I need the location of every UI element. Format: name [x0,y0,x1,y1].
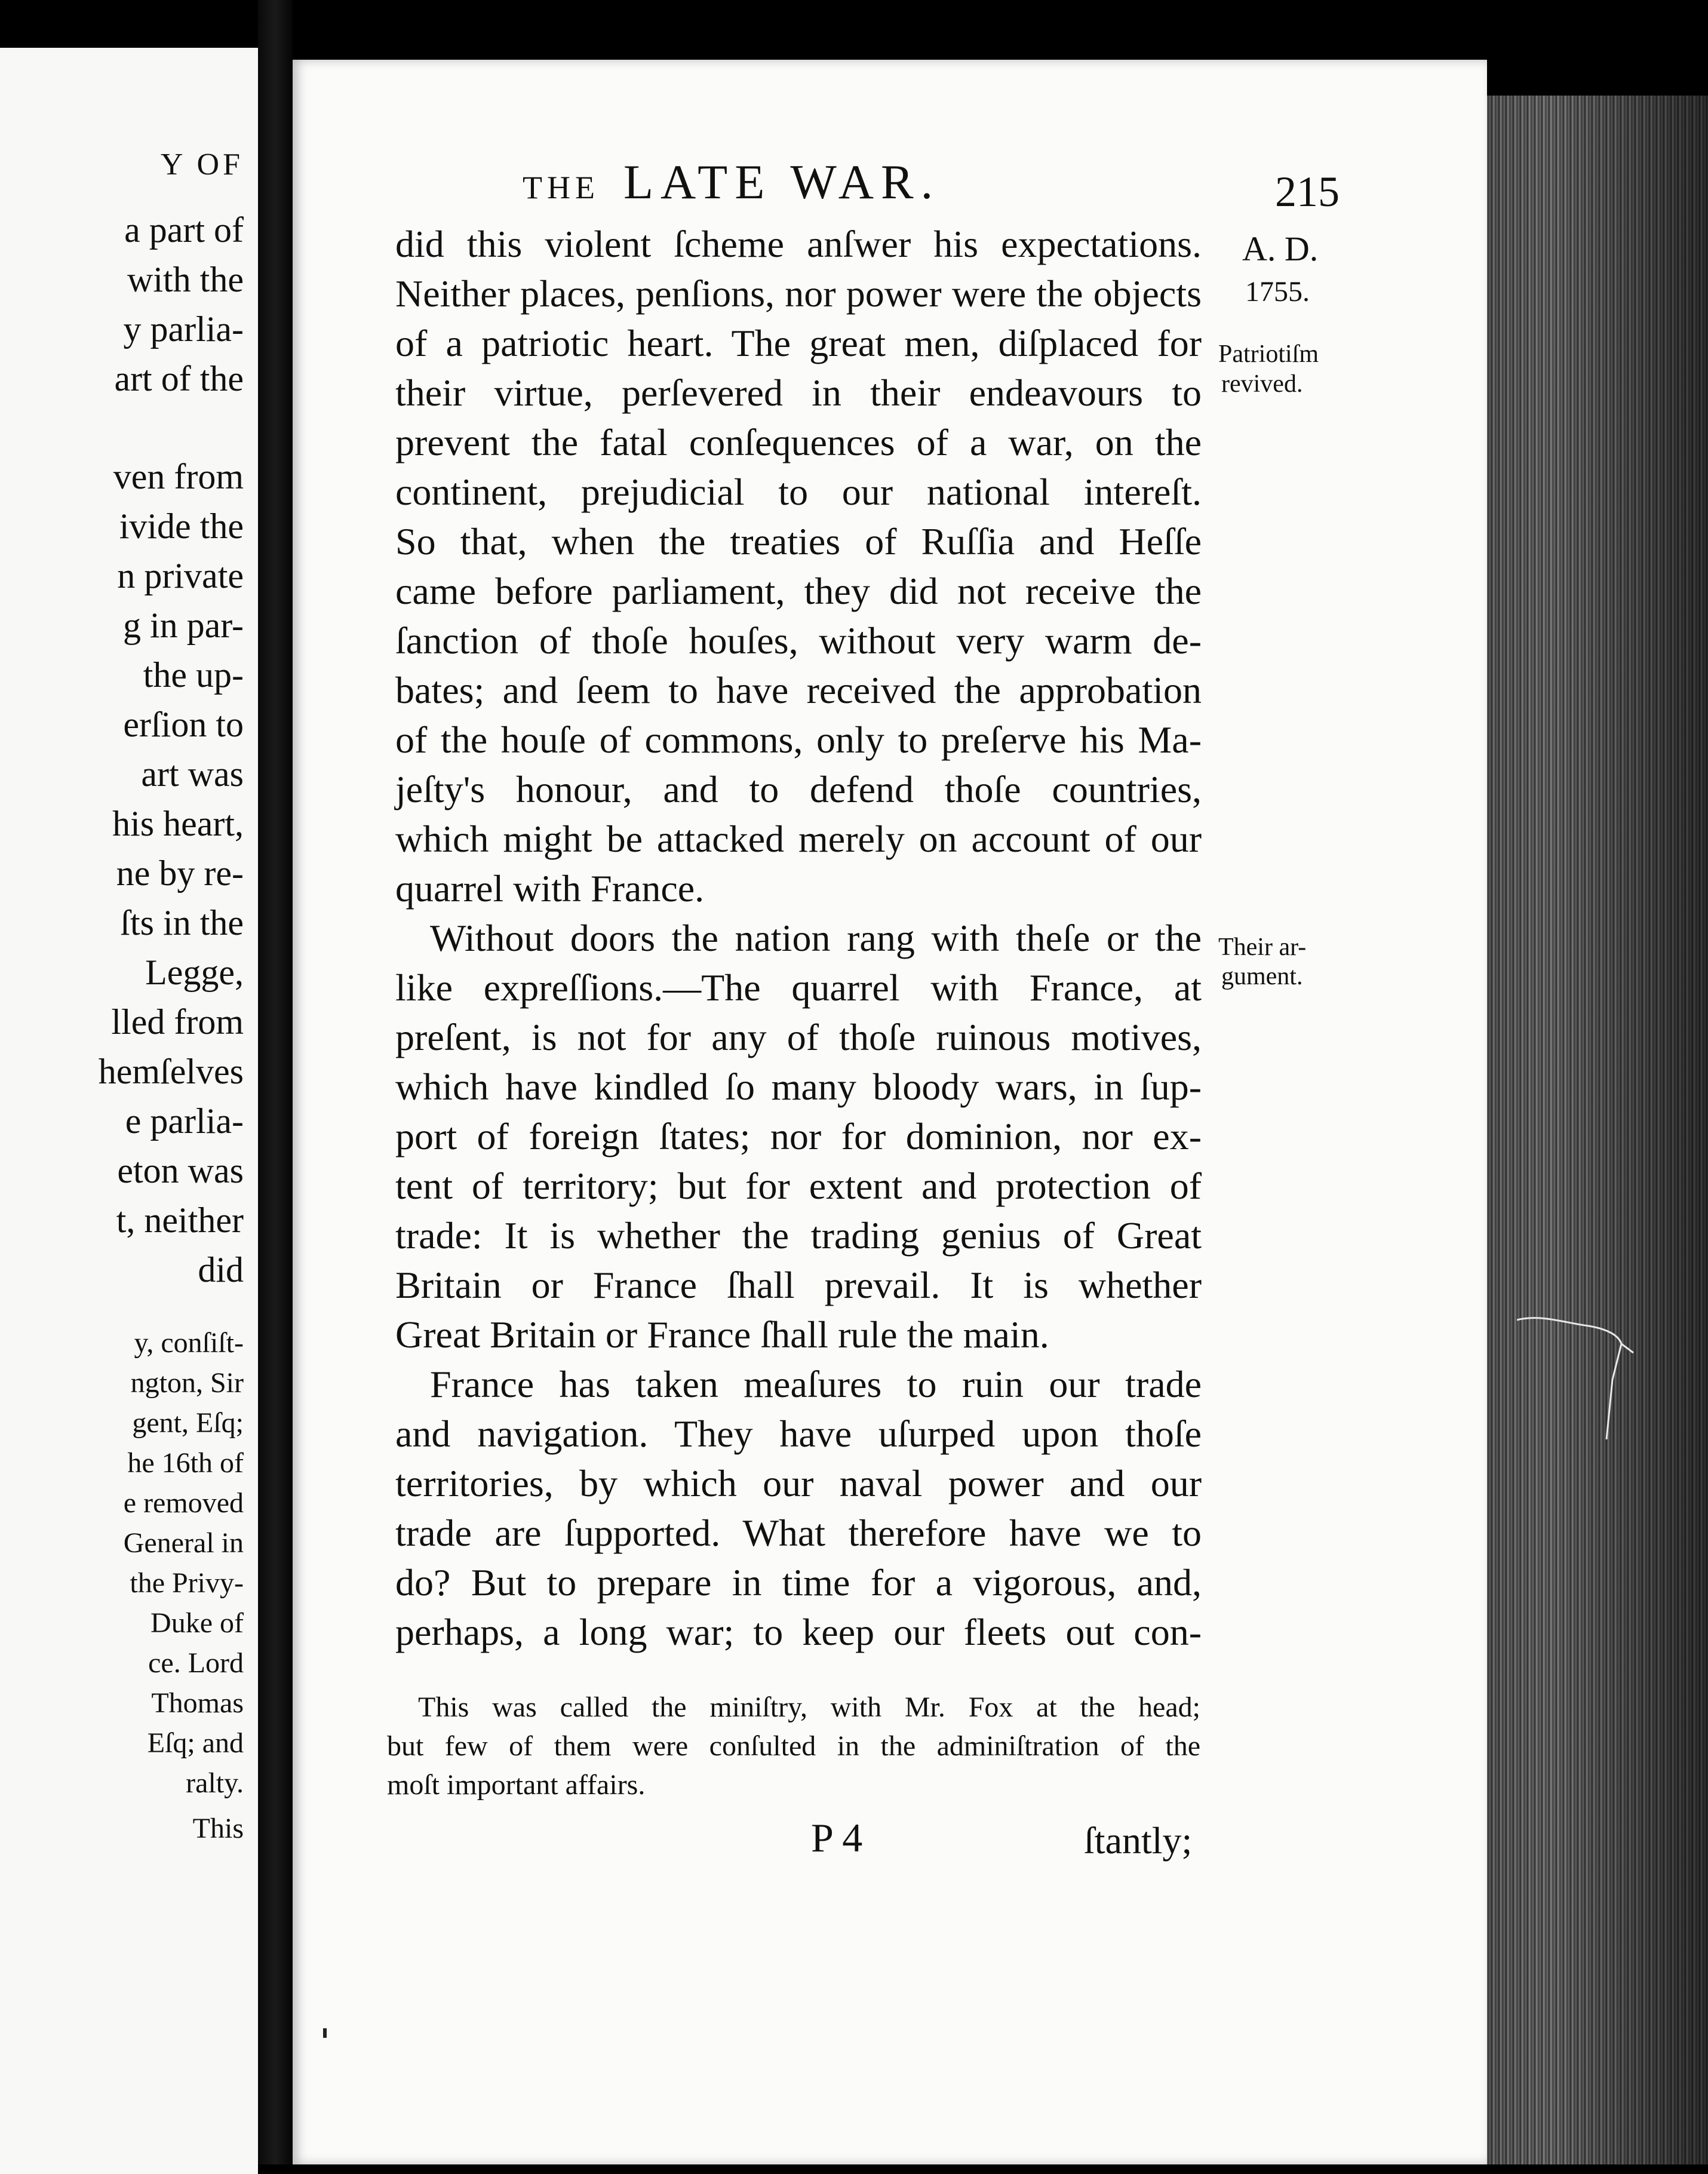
body-line: continent, prejudicial to our national intereſt. [395,471,1202,513]
body-line: prevent the fatal conſequences of a war, on the [395,421,1202,463]
left-page-footnote-line: Duke of [150,1607,244,1639]
left-page-line: hemſelves [98,1052,244,1091]
left-page-line: a part of [124,210,244,250]
left-page [0,48,258,2174]
left-page-line: ne by re- [116,853,244,893]
catchword: ſtantly; [1084,1819,1193,1862]
body-line: did this violent ſcheme anſwer his expectations. [395,223,1202,265]
body-line: France has taken meaſures to ruin our trade [430,1363,1202,1405]
margin-note-argument: Their ar- [1218,934,1307,961]
body-line: Britain or France ſhall prevail. It is whether [395,1264,1202,1306]
body-line: of the houſe of commons, only to preſerve his Ma- [395,718,1202,761]
body-line: Great Britain or France ſhall rule the main. [395,1313,1049,1356]
left-page-line: g in par- [122,606,244,645]
left-page-footnote-line: Eſq; and [147,1727,244,1759]
left-page-footnote-line: General in [123,1527,244,1559]
body-line: perhaps, a long war; to keep our fleets out con- [395,1611,1202,1653]
margin-year: 1755. [1245,276,1310,308]
footnote-line: but few of them were conſulted in the adminiſtration of the [387,1730,1200,1762]
left-page-footnote-line: the Privy- [130,1567,244,1599]
left-page-line: Y OF [160,148,244,182]
running-header [523,154,940,210]
left-page-footnote-line: y, conſiſt- [134,1327,244,1359]
left-page-footnote-line: Thomas [151,1687,244,1719]
running-header-title: LATE WAR. [623,155,941,209]
left-page-footnote-line: ce. Lord [148,1647,244,1679]
body-line: ſanction of thoſe houſes, without very warm de- [395,619,1202,662]
body-line: do? But to prepare in time for a vigorous, and, [395,1561,1202,1604]
body-line: Without doors the nation rang with theſe or the [430,917,1202,959]
left-page-line: Legge, [145,953,244,992]
body-line: quarrel with France. [395,867,705,910]
page-edge-mark [1517,1308,1636,1439]
left-page-line: art was [141,754,244,794]
left-page-line: e parlia- [125,1101,244,1141]
left-page-line: n private [117,556,244,595]
margin-note-patriotism: revived. [1221,370,1303,398]
body-line: their virtue, perſevered in their endeavours to [395,371,1202,414]
margin-note-patriotism: Patriotiſm [1218,340,1319,368]
body-line: and navigation. They have uſurped upon thoſe [395,1413,1202,1455]
body-line: territories, by which our naval power and our [395,1462,1202,1504]
body-line: port of foreign ſtates; nor for dominion, nor ex- [395,1115,1202,1157]
left-page-footnote-line: e removed [123,1487,244,1519]
body-line: So that, when the treaties of Ruſſia and Heſſe [395,520,1202,563]
footnote-line: moſt important affairs. [387,1769,646,1801]
left-page-line: ven from [113,457,244,496]
left-page-footnote-line: ngton, Sir [130,1367,244,1399]
left-page-line: ivide the [119,506,244,546]
left-page-footnote-line: ralty. [186,1767,244,1799]
left-page-footnote-line: he 16th of [127,1447,244,1479]
running-header-article: THE [523,170,600,205]
left-page-line: art of the [114,359,244,398]
body-line: which have kindled ſo many bloody wars, in ſup- [395,1065,1202,1108]
body-line: tent of territory; but for extent and protection of [395,1165,1202,1207]
left-page-catchword: This [192,1813,244,1844]
left-page-footnote-line: gent, Eſq; [132,1407,244,1439]
body-line: bates; and ſeem to have received the approbation [395,669,1202,711]
page-edge-shade [1481,96,1708,2164]
body-line: like expreſſions.—The quarrel with France, at [395,966,1202,1009]
body-line: Neither places, penſions, nor power were the objects [395,272,1202,315]
left-page-line: lled from [111,1002,244,1042]
body-line: preſent, is not for any of thoſe ruinous motives, [395,1016,1202,1058]
left-page-line: y parlia- [123,309,244,349]
book-gutter [258,0,293,2164]
body-line: which might be attacked merely on account of our [395,818,1202,860]
body-line: of a patriotic heart. The great men, diſplaced for [395,322,1202,364]
left-page-line: ſts in the [120,903,244,942]
signature-mark: P 4 [811,1815,863,1860]
left-page-line: eton was [117,1151,244,1190]
ink-speck [323,2028,327,2038]
left-page-line: t, neither [116,1200,244,1240]
body-line: trade are ſupported. What therefore have we to [395,1512,1202,1554]
body-line: came before parliament, they did not receive the [395,570,1202,612]
left-page-line: his heart, [112,804,244,843]
margin-year-label: A. D. [1242,229,1319,268]
left-page-line: with the [127,260,244,299]
left-page-line: did [198,1250,244,1289]
page-number: 215 [1275,168,1340,216]
left-page-line: the up- [143,655,244,695]
margin-note-argument: gument. [1221,963,1303,990]
body-line: trade: It is whether the trading genius of Great [395,1214,1202,1257]
left-page-line: erſion to [123,705,244,744]
footnote-line: This was called the miniſtry, with Mr. Fox at the head; [418,1691,1200,1723]
body-line: jeſty's honour, and to defend thoſe countries, [395,768,1202,810]
